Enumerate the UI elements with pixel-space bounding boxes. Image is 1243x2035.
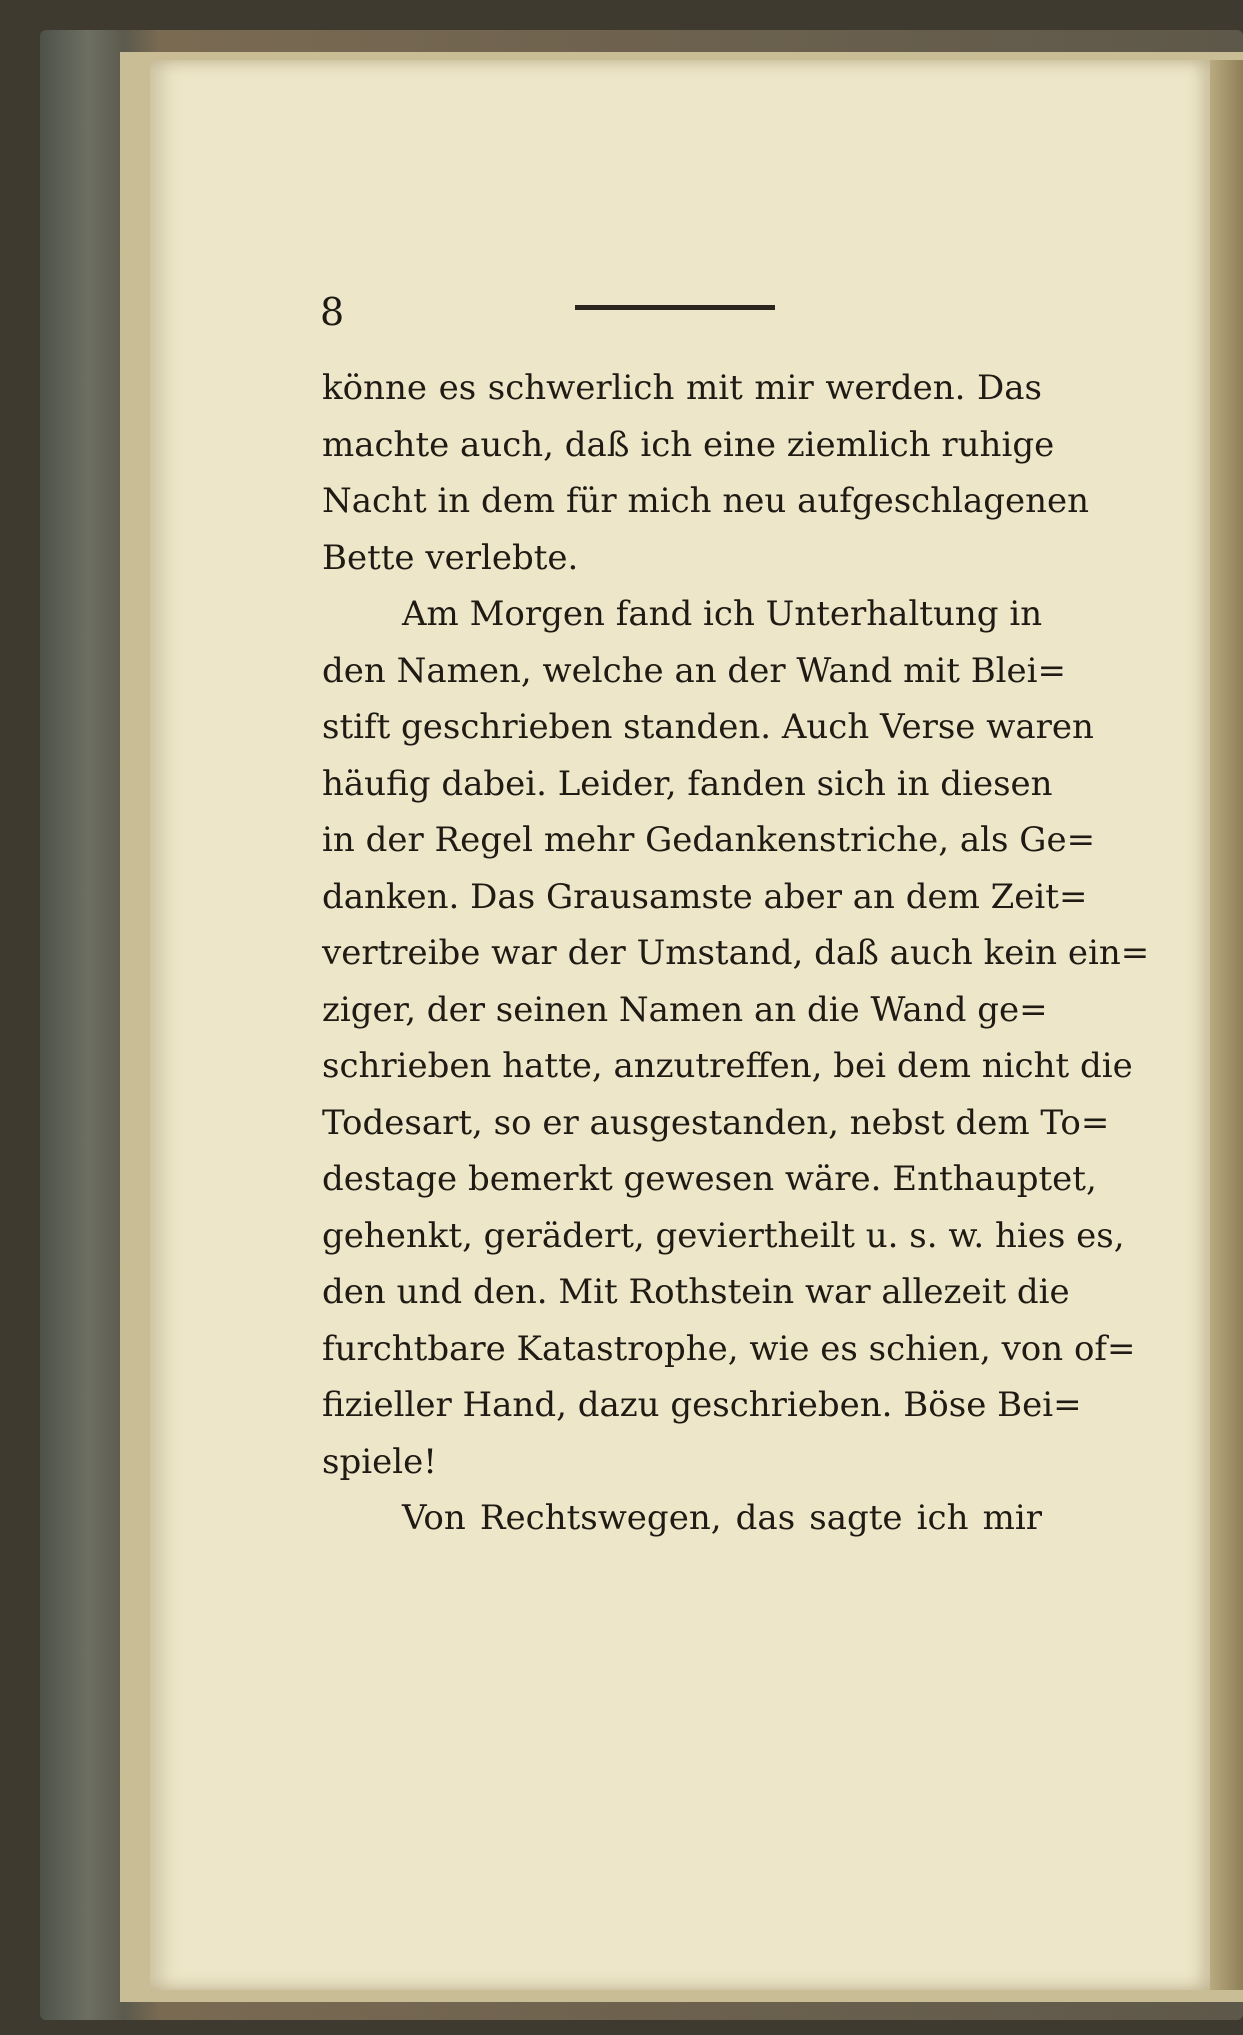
text-line: Bette verlebte. — [322, 537, 579, 578]
text-line: Todesart, so er ausgestanden, nebst dem To= — [322, 1102, 1110, 1143]
text-line: schrieben hatte, anzutreffen, bei dem nicht die — [322, 1046, 1133, 1086]
text-line: häufig dabei. Leider, fanden sich in diesen — [322, 763, 1053, 804]
text-line: ziger, der seinen Namen an die Wand ge= — [322, 989, 1048, 1030]
text-line: in der Regel mehr Gedankenstriche, als Ge= — [322, 820, 1096, 860]
page-body-text — [322, 360, 1150, 1540]
text-line: vertreibe war der Umstand, daß auch kein ein= — [322, 933, 1150, 973]
text-line: machte auch, daß ich eine ziemlich ruhige — [322, 424, 1055, 465]
text-line: könne es schwerlich mit mir werden. Das — [322, 368, 1042, 408]
page-number: 8 — [320, 290, 345, 334]
text-line: furchtbare Katastrophe, wie es schien, von of= — [322, 1328, 1136, 1369]
text-line: Von Rechtswegen, das sagte ich mir — [402, 1498, 1042, 1538]
text-line: Nacht in dem für mich neu aufgeschlagenen — [322, 481, 1090, 521]
text-line: destage bemerkt gewesen wäre. Enthauptet, — [322, 1159, 1097, 1199]
text-line: gehenkt, gerädert, geviertheilt u. s. w. hies es, — [322, 1215, 1125, 1256]
text-line: den und den. Mit Rothstein war allezeit die — [322, 1272, 1070, 1312]
text-line: danken. Das Grausamste aber an dem Zeit= — [322, 876, 1088, 917]
facing-page-edge — [1210, 60, 1243, 1990]
text-line: stift geschrieben standen. Auch Verse waren — [322, 707, 1094, 747]
text-line: Am Morgen fand ich Unterhaltung in — [402, 594, 1043, 634]
text-line: fizieller Hand, dazu geschrieben. Böse Bei= — [322, 1385, 1082, 1425]
text-line: spiele! — [322, 1441, 437, 1482]
text-line: den Namen, welche an der Wand mit Blei= — [322, 650, 1067, 691]
header-rule — [575, 305, 775, 310]
